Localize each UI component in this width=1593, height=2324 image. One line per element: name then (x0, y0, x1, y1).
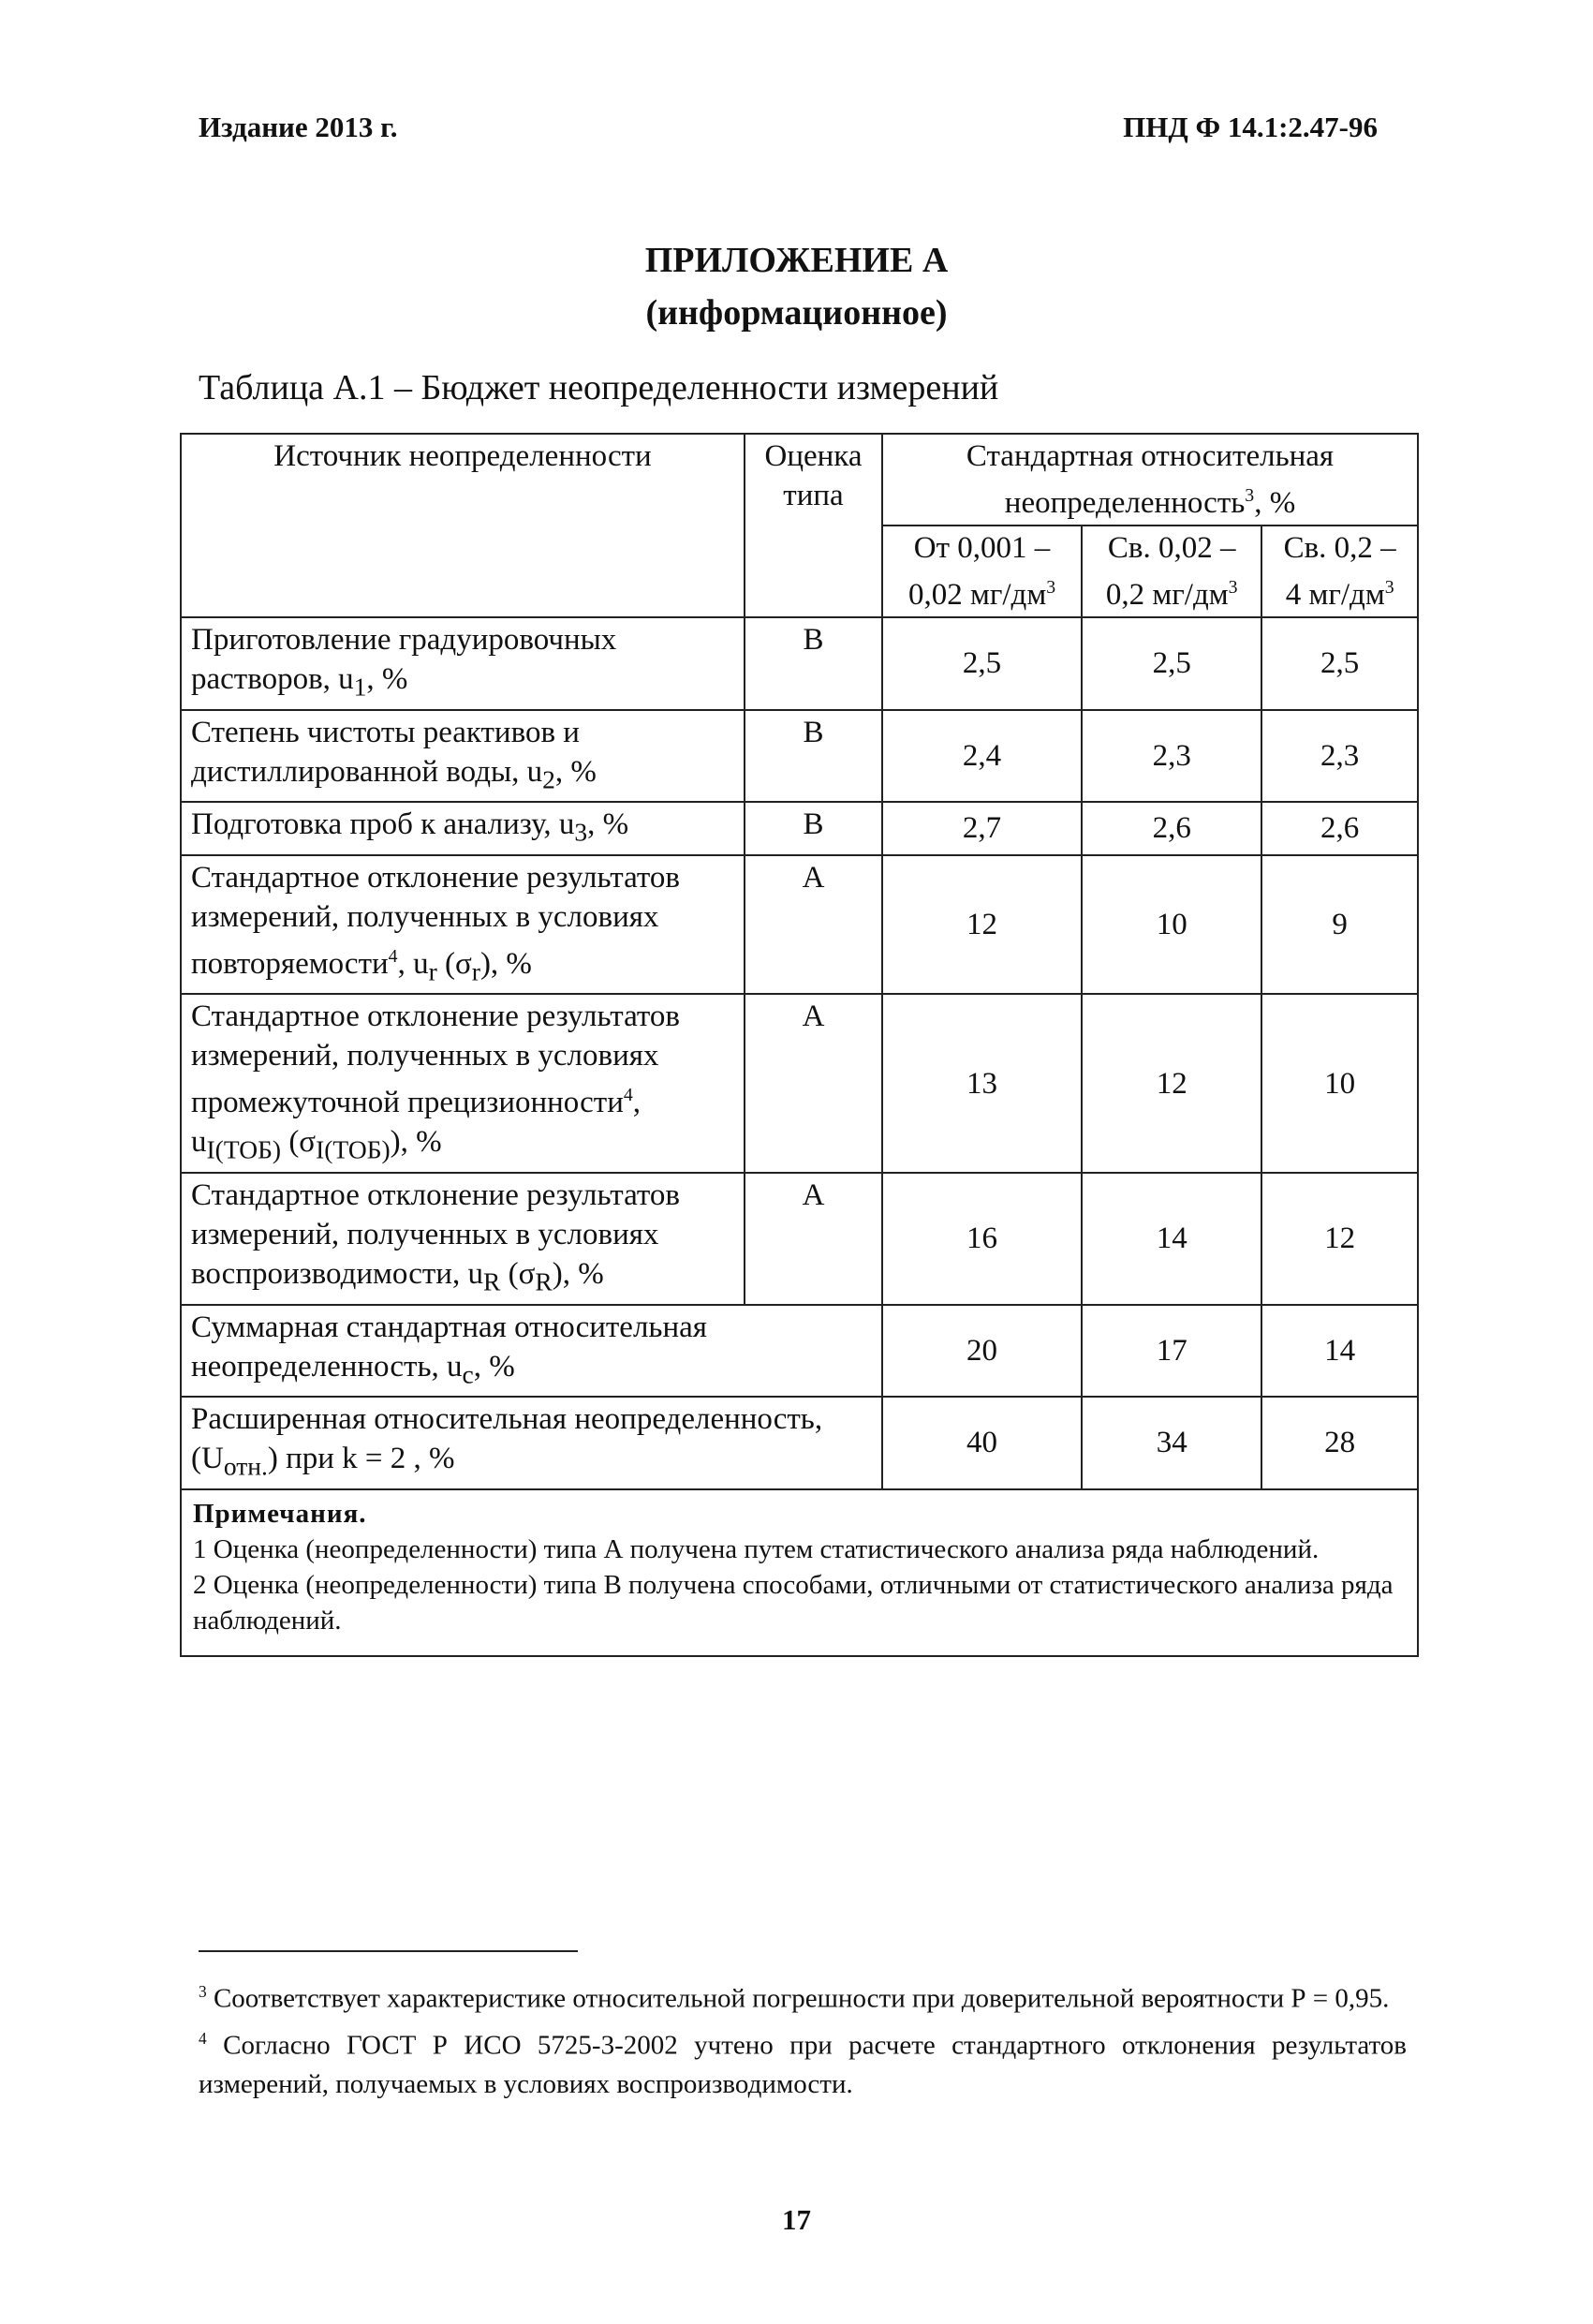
row-source (181, 710, 745, 803)
row-value-2: 12 (1082, 994, 1261, 1173)
row-value-3: 12 (1261, 1173, 1418, 1305)
page-number: 17 (782, 2203, 811, 2236)
row-source-suffix: , % (587, 807, 629, 842)
footnote-4 (199, 2019, 1407, 2105)
row-value-2: 2,3 (1082, 710, 1261, 803)
row-source-sub: I(ТОБ) (206, 1134, 282, 1164)
combined-value-2: 17 (1082, 1305, 1261, 1398)
footnote-4-text: Согласно ГОСТ Р ИСО 5725-3-2002 учтено при расчете стандартного отклонения результатов измерений, получаемых в условиях воспроизводимости. (199, 2030, 1407, 2100)
table-row (181, 1173, 1418, 1305)
notes-cell (181, 1489, 1418, 1656)
header-range-3 (1261, 525, 1418, 617)
expanded-sub: отн. (223, 1451, 268, 1481)
row-source-sub: 3 (574, 817, 588, 847)
note-2: 2 Оценка (неопределенности) типа В получена способами, отличными от статистического анализа ряда наблюдений. (193, 1569, 1394, 1636)
expanded-label (181, 1397, 882, 1489)
footnote-3-mark: 3 (199, 1982, 207, 2001)
row-value-3: 10 (1261, 994, 1418, 1173)
footnote-3 (199, 1972, 1407, 2019)
row-value-3: 9 (1261, 855, 1418, 995)
table-header-row (181, 434, 1418, 525)
expanded-value-3: 28 (1261, 1397, 1418, 1489)
row-source-sym-sub: r (471, 956, 480, 986)
range-1-text: От 0,001 – 0,02 мг/дм (907, 531, 1051, 612)
expanded-text: Расширенная относительная неопределенность, (U (191, 1402, 823, 1476)
row-value-2: 2,5 (1082, 617, 1261, 710)
row-source (181, 855, 745, 995)
row-type: B (745, 710, 882, 803)
row-source-suffix: ), % (479, 946, 532, 981)
row-value-3: 2,3 (1261, 710, 1418, 803)
row-source-text: Стандартное отклонение результатов измерений, полученных в условиях повторяемости (191, 860, 680, 981)
table-row (181, 617, 1418, 710)
row-source-text: Степень чистоты реактивов и дистиллированной воды, u (191, 715, 580, 789)
expanded-suffix: ) при k = 2 , % (267, 1442, 455, 1476)
row-source (181, 802, 745, 855)
header-type: Оценка типа (745, 434, 882, 617)
appendix-title-line2: (информационное) (645, 293, 948, 333)
header-group-text: Стандартная относительная неопределенность (966, 439, 1335, 520)
uncertainty-budget-table (180, 433, 1419, 1657)
row-source-sup: 4 (623, 1085, 633, 1106)
table-row (181, 855, 1418, 995)
table-row (181, 802, 1418, 855)
range-1-sup: 3 (1046, 577, 1056, 598)
table-row (181, 994, 1418, 1173)
appendix-title (0, 234, 1593, 339)
header-uncertainty-group (882, 434, 1418, 525)
row-source-suffix: ), % (552, 1256, 604, 1291)
header-range-1 (882, 525, 1082, 617)
row-type: B (745, 802, 882, 855)
row-type: A (745, 855, 882, 995)
row-source-sym: (σ (281, 1125, 317, 1160)
row-source-sub: 2 (542, 764, 555, 794)
row-source (181, 617, 745, 710)
row-value-1: 2,7 (882, 802, 1082, 855)
row-value-1: 16 (882, 1173, 1082, 1305)
row-source-sym-sub: I(ТОБ) (316, 1134, 391, 1164)
row-source (181, 994, 745, 1173)
footnotes (199, 1972, 1407, 2104)
row-source-sub: 1 (353, 672, 367, 702)
combined-label (181, 1305, 882, 1398)
notes-row (181, 1489, 1418, 1656)
row-source-tail: , u (191, 1086, 641, 1160)
footnote-separator (199, 1950, 578, 1952)
note-1: 1 Оценка (неопределенности) типа А получена путем статистического анализа ряда наблюдений. (193, 1533, 1320, 1564)
row-source (181, 1173, 745, 1305)
range-3-text: Св. 0,2 – 4 мг/дм (1283, 531, 1396, 612)
header-range-2 (1082, 525, 1261, 617)
header-source: Источник неопределенности (181, 434, 745, 617)
combined-uncertainty-row (181, 1305, 1418, 1398)
table-row (181, 710, 1418, 803)
range-3-sup: 3 (1384, 577, 1394, 598)
document-code: ПНД Ф 14.1:2.47-96 (1123, 111, 1378, 143)
row-value-1: 2,4 (882, 710, 1082, 803)
row-source-sub: r (428, 956, 437, 986)
combined-suffix: , % (473, 1349, 515, 1384)
row-value-2: 14 (1082, 1173, 1261, 1305)
footnote-3-text: Соответствует характеристике относительной погрешности при доверительной вероятности Р = 0,95. (206, 1983, 1390, 2014)
row-source-suffix: , % (366, 662, 408, 696)
row-source-text: Стандартное отклонение результатов измерений, полученных в условиях воспроизводимости, u (191, 1177, 680, 1291)
row-source-sub: R (482, 1266, 501, 1296)
row-type: B (745, 617, 882, 710)
combined-value-3: 14 (1261, 1305, 1418, 1398)
row-value-1: 12 (882, 855, 1082, 995)
row-source-text: Приготовление градуировочных растворов, u (191, 623, 617, 696)
row-source-text: Подготовка проб к анализу, u (191, 807, 575, 842)
row-value-2: 2,6 (1082, 802, 1261, 855)
row-source-sym-sub: R (535, 1266, 553, 1296)
combined-text: Суммарная стандартная относительная неопределенность, u (191, 1310, 707, 1384)
expanded-value-1: 40 (882, 1397, 1082, 1489)
notes-heading: Примечания. (193, 1498, 367, 1529)
footnote-ref-3: 3 (1245, 485, 1255, 506)
row-value-3: 2,5 (1261, 617, 1418, 710)
row-source-suffix: ), % (390, 1125, 442, 1160)
edition-label: Издание 2013 г. (199, 111, 398, 143)
table-caption: Таблица А.1 – Бюджет неопределенности измерений (199, 368, 999, 407)
row-value-2: 10 (1082, 855, 1261, 995)
row-type: A (745, 994, 882, 1173)
row-value-1: 13 (882, 994, 1082, 1173)
row-value-1: 2,5 (882, 617, 1082, 710)
row-type: A (745, 1173, 882, 1305)
combined-sub: c (462, 1359, 474, 1389)
combined-value-1: 20 (882, 1305, 1082, 1398)
row-source-sym: (σ (436, 946, 472, 981)
row-source-sup: 4 (388, 945, 398, 967)
row-value-3: 2,6 (1261, 802, 1418, 855)
expanded-uncertainty-row (181, 1397, 1418, 1489)
range-2-text: Св. 0,02 – 0,2 мг/дм (1105, 531, 1236, 612)
header-group-unit: , % (1254, 486, 1296, 520)
row-source-tail: , u (397, 946, 429, 981)
row-source-suffix: , % (554, 754, 597, 789)
row-source-sym: (σ (500, 1256, 536, 1291)
footnote-4-mark: 4 (199, 2028, 207, 2048)
appendix-title-line1: ПРИЛОЖЕНИЕ А (644, 241, 949, 280)
range-2-sup: 3 (1228, 577, 1238, 598)
expanded-value-2: 34 (1082, 1397, 1261, 1489)
row-source-text: Стандартное отклонение результатов измерений, полученных в условиях промежуточной прецизионности (191, 999, 680, 1120)
